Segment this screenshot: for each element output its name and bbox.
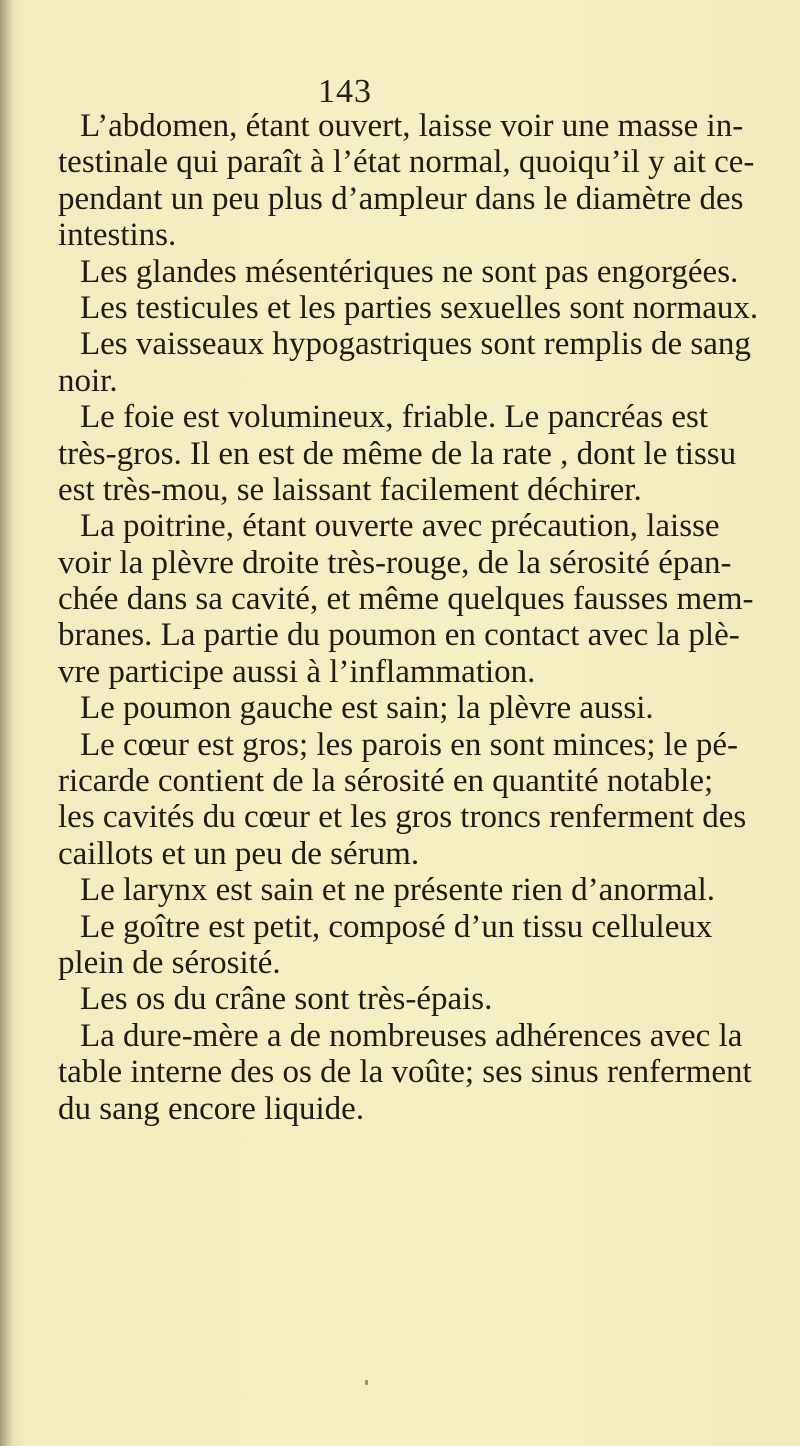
text-line: Le cœur est gros; les parois en sont minces; le pé- [80, 726, 738, 763]
text-line: Les testicules et les parties sexuelles sont normaux. [80, 289, 759, 326]
page-number: 143 [318, 73, 372, 110]
page-gutter-shadow [0, 0, 14, 1446]
text-line: Le foie est volumineux, friable. Le pancréas est [80, 399, 708, 436]
text-line: Les vaisseaux hypogastriques sont remplis de sang [80, 326, 751, 363]
text-line: voir la plèvre droite très-rouge, de la sérosité épan- [58, 544, 732, 581]
text-line: du sang encore liquide. [58, 1090, 365, 1127]
text-line: vre participe aussi à l’inflammation. [58, 653, 536, 690]
text-line: Le larynx est sain et ne présente rien d’anormal. [80, 872, 715, 909]
text-line: testinale qui paraît à l’état normal, quoiqu’il y ait ce- [58, 144, 755, 181]
text-line: L’abdomen, étant ouvert, laisse voir une masse in- [80, 108, 744, 144]
text-line: intestins. [58, 217, 177, 254]
text-line: chée dans sa cavité, et même quelques fausses mem- [58, 581, 754, 618]
text-line: Les os du crâne sont très-épais. [80, 981, 493, 1018]
text-line: caillots et un peu de sérum. [58, 835, 420, 872]
text-line: Le goître est petit, composé d’un tissu celluleux [80, 908, 713, 945]
text-line: ricarde contient de la sérosité en quantité notable; [58, 763, 714, 800]
ink-speck [365, 1380, 368, 1385]
text-line: branes. La partie du poumon en contact avec la plè- [58, 617, 740, 654]
text-line: est très-mou, se laissant facilement déchirer. [58, 471, 642, 508]
text-line: pendant un peu plus d’ampleur dans le diamètre des [58, 180, 744, 217]
text-line: noir. [58, 362, 118, 399]
text-line: très-gros. Il en est de même de la rate , dont le tissu [58, 435, 737, 472]
text-line: Les glandes mésentériques ne sont pas engorgées. [80, 253, 739, 290]
text-line: Le poumon gauche est sain; la plèvre aussi. [80, 690, 654, 727]
body-text [58, 108, 759, 1127]
text-line: table interne des os de la voûte; ses sinus renferment [58, 1054, 752, 1091]
text-line: les cavités du cœur et les gros troncs renferment des [58, 799, 747, 836]
text-line: La dure-mère a de nombreuses adhérences avec la [80, 1017, 743, 1054]
text-line: plein de sérosité. [58, 944, 281, 981]
text-line: La poitrine, étant ouverte avec précaution, laisse [80, 508, 720, 545]
